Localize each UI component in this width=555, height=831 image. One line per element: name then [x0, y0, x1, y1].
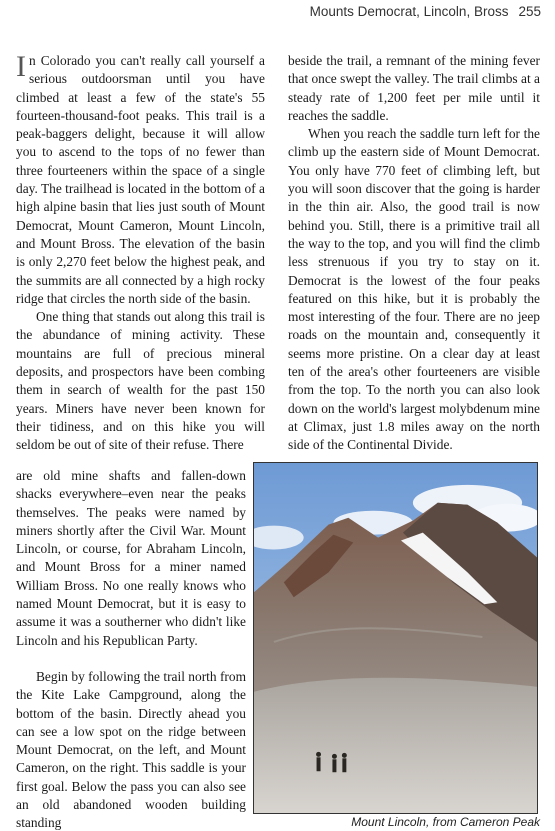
column-left-bottom [16, 467, 246, 831]
paragraph-3: Begin by following the trail north from the Kite Lake Campground, along the bottom of the basin. Directly ahead you can see a low spot on the ridge between Mount Democrat, on the left, and Mount Cameron, on the right. This saddle is your first goal. Below the pass you can also see an old abandoned wooden building standing [16, 668, 246, 831]
mountain-photo-illustration [254, 463, 537, 813]
column-right [288, 52, 540, 455]
photo-caption: Mount Lincoln, from Cameron Peak [351, 815, 540, 829]
running-header [0, 4, 541, 19]
paragraph-1 [16, 52, 265, 308]
paragraph-2-continued: are old mine shafts and fallen-down shacks everywhere–even near the peaks themselves. The peaks were named by miners shortly after the Civil War. Mount Lincoln, or course, for Abraham Lincoln, and Mount Bross for a miner named William Bross. No one really knows who named Mount Democrat, but it is easy to assume it was a southerner who didn't like Lincoln and his Republican Party. [16, 468, 246, 648]
paragraph-1-text: n Colorado you can't really call yourself a serious outdoorsman until you have climbed at least a few of the state's 55 fourteen-thousand-foot peaks. This trail is a peak-baggers delight, because it will allow you to ascend to the tops of no fewer than three fourteeners within the space of a single day. The trailhead is located in the bottom of a high alpine basin that lies just south of Mount Democrat, Mount Cameron, Mount Lincoln, and Mount Bross. The elevation of the basin is only 2,270 feet below the highest peak, and the summits are all connected by a high rocky ridge that circles the north side of the basin. [16, 53, 265, 306]
mountain-photo [253, 462, 538, 814]
paragraph-4: When you reach the saddle turn left for the climb up the eastern side of Mount Democrat. You only have 770 feet of climbing left, but you will soon discover that the going is harder in the thin air. Also, the good trail is now behind you. Still, there is a primitive trail all the way to the top, and you will find the climb less strenuous if you try to stay on it. Democrat is the lowest of the four peaks featured on this hike, but it is probably the most interesting of the four. There are no jeep roads on the mountain and, consequently it seems more pristine. On a clear day at least ten of the area's other fourteeners are visible from the top. To the north you can also look down on the world's largest molybdenum mine at Climax, just 1.8 miles away on the north side of the Continental Divide. [288, 126, 540, 453]
page-number: 255 [518, 4, 541, 19]
paragraph-3-continued: beside the trail, a remnant of the mining fever that once swept the valley. The trail climbs at a steady rate of 1,200 feet per mile until it reaches the saddle. [288, 53, 540, 123]
column-left-top [16, 52, 265, 455]
drop-cap: I [16, 50, 26, 83]
header-title: Mounts Democrat, Lincoln, Bross [309, 4, 509, 19]
paragraph-2: One thing that stands out along this trail is the abundance of mining activity. These mountains are full of precious mineral deposits, and prospectors have been combing them in search of wealth for the past 150 years. Miners have never been known for their tidiness, and on this hike you will seldom be out of site of their refuse. There [16, 309, 265, 453]
